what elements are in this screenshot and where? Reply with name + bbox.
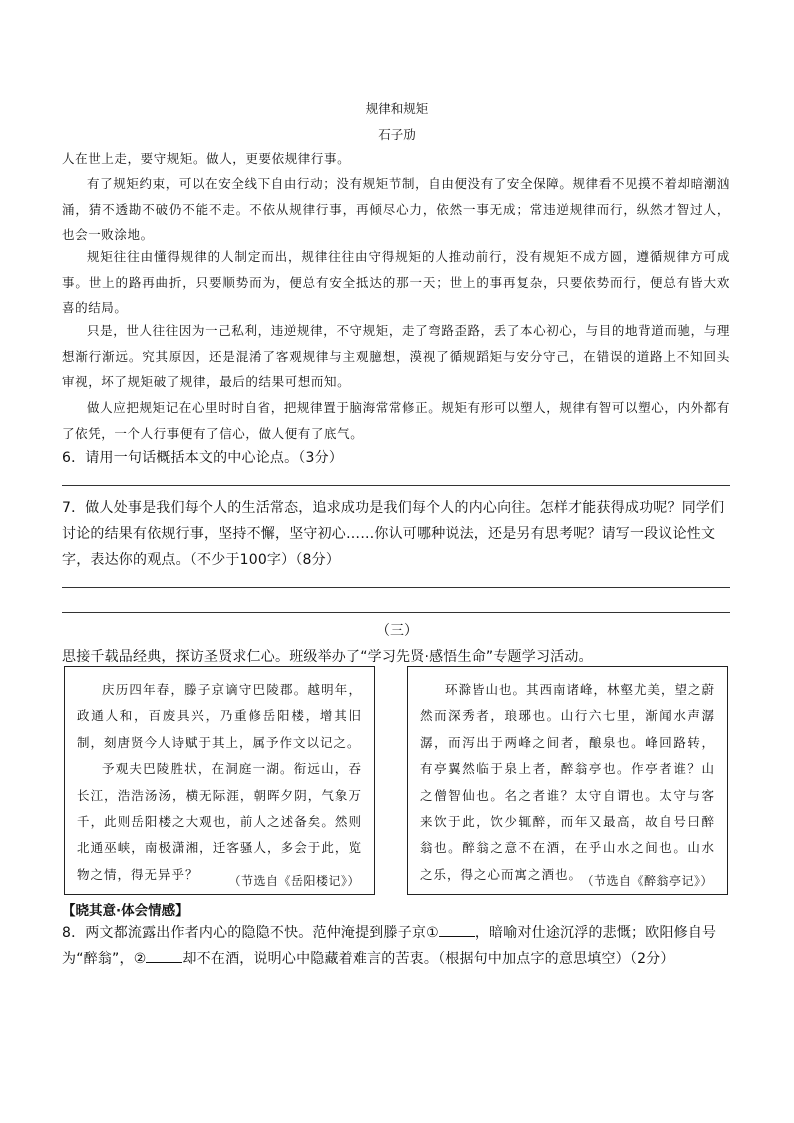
answer-line-q7-2[interactable] <box>62 612 730 613</box>
passage-text-zuiwengting <box>420 677 715 888</box>
question-6: 6．请用一句话概括本文的中心论点。（3分） <box>62 450 344 466</box>
passage-source-zuiwengting: （节选自《醉翁亭记》） <box>581 874 713 888</box>
essay-paragraph-4: 只是，世人往往因为一己私利，违逆规律，不守规矩，走了弯路歪路，丢了本心初心，与目的地背道而驰，与理想渐行渐远。究其原因，还是混淆了客观规律与主观臆想，漠视了循规蹈矩与安分守己，在错误的道路上不知回头审视，坏了规矩破了规律，最后的结果可想而知。 <box>62 323 730 389</box>
passage-source-yueyanglou: （节选自《岳阳楼记》） <box>228 874 360 888</box>
passage-text-yueyanglou <box>77 677 362 888</box>
answer-line-q6[interactable] <box>62 485 730 486</box>
blank-1[interactable] <box>439 922 475 937</box>
question-8-part-1: 8．两文都流露出作者内心的隐隐不快。范仲淹提到滕子京① <box>62 925 439 941</box>
essay-author: 石子劢 <box>378 127 416 142</box>
essay-paragraph-5: 做人应把规矩记在心里时时自省，把规律置于脑海常常修正。规矩有形可以塑人，规律有智可以塑心，内外都有了依凭，一个人行事便有了信心，做人便有了底气。 <box>62 400 730 441</box>
question-8-part-2: ，暗喻对仕途沉浮的悲慨；欧阳修自号为“醉翁”，② <box>62 925 717 967</box>
essay-title: 规律和规矩 <box>365 101 429 116</box>
essay-paragraph-2: 有了规矩约束，可以在安全线下自由行动；没有规矩节制，自由便没有了安全保障。规律看不见摸不着却暗潮汹涌，猜不透勘不破仍不能不走。不依从规律行事，再倾尽心力，依然一事无成；常违逆规律而行，纵然才智过人，也会一败涂地。 <box>62 176 730 242</box>
passage-box-zuiwengting <box>407 666 728 895</box>
blank-2[interactable] <box>146 948 182 963</box>
passage-left-paragraph-1: 庆历四年春，滕子京谪守巴陵郡。越明年，政通人和，百废具兴，乃重修岳阳楼，增其旧制，刻唐贤今人诗赋于其上，属予作文以记之。 <box>77 682 362 750</box>
section-intro: 思接千载品经典，探访圣贤求仁心。班级举办了“学习先贤·感悟生命”专题学习活动。 <box>62 649 593 665</box>
passage-left-paragraph-2: 予观夫巴陵胜状，在洞庭一湖。衔远山，吞长江，浩浩汤汤，横无际涯，朝晖夕阴，气象万千，此则岳阳楼之大观也，前人之述备矣。然则北通巫峡，南极潇湘，迁客骚人，多会于此，览物之情，得无异乎？ <box>77 761 362 882</box>
essay-paragraph-3: 规矩往往由懂得规律的人制定而出，规律往往由守得规矩的人推动前行，没有规矩不成方圆，遵循规律方可成事。世上的路再曲折，只要顺势而为，便总有安全抵达的那一天；世上的事再复杂，只要依势而行，便总有皆大欢喜的结局。 <box>62 249 730 315</box>
question-8-part-3: 却不在酒，说明心中隐藏着难言的苦衷。（根据句中加点字的意思填空）（2分） <box>182 951 675 967</box>
question-7: 7．做人处事是我们每个人的生活常态，追求成功是我们每个人的内心向往。怎样才能获得成功呢？同学们讨论的结果有依规行事，坚持不懈，坚守初心……你认可哪种说法，还是另有思考呢？请写一段议论性文字，表达你的观点。（不少于100字）（8分） <box>62 500 725 568</box>
subsection-label: 【晓其意·体会情感】 <box>62 903 189 919</box>
section-heading: （三） <box>376 623 418 639</box>
passage-right-paragraph-1: 环滁皆山也。其西南诸峰，林壑尤美，望之蔚然而深秀者，琅琊也。山行六七里，渐闻水声潺潺，而泻出于两峰之间者，酿泉也。峰回路转，有亭翼然临于泉上者，醉翁亭也。作亭者谁？山之僧智仙也。名之者谁？太守自谓也。太守与客来饮于此，饮少辄醉，而年又最高，故自号曰醉翁也。醉翁之意不在酒，在乎山水之间也。山水之乐，得之心而寓之酒也。 <box>420 682 716 882</box>
essay-paragraph-1: 人在世上走，要守规矩。做人，更要依规律行事。 <box>62 151 351 166</box>
passage-box-yueyanglou <box>64 666 375 895</box>
answer-line-q7-1[interactable] <box>62 587 730 588</box>
question-8 <box>62 920 734 972</box>
